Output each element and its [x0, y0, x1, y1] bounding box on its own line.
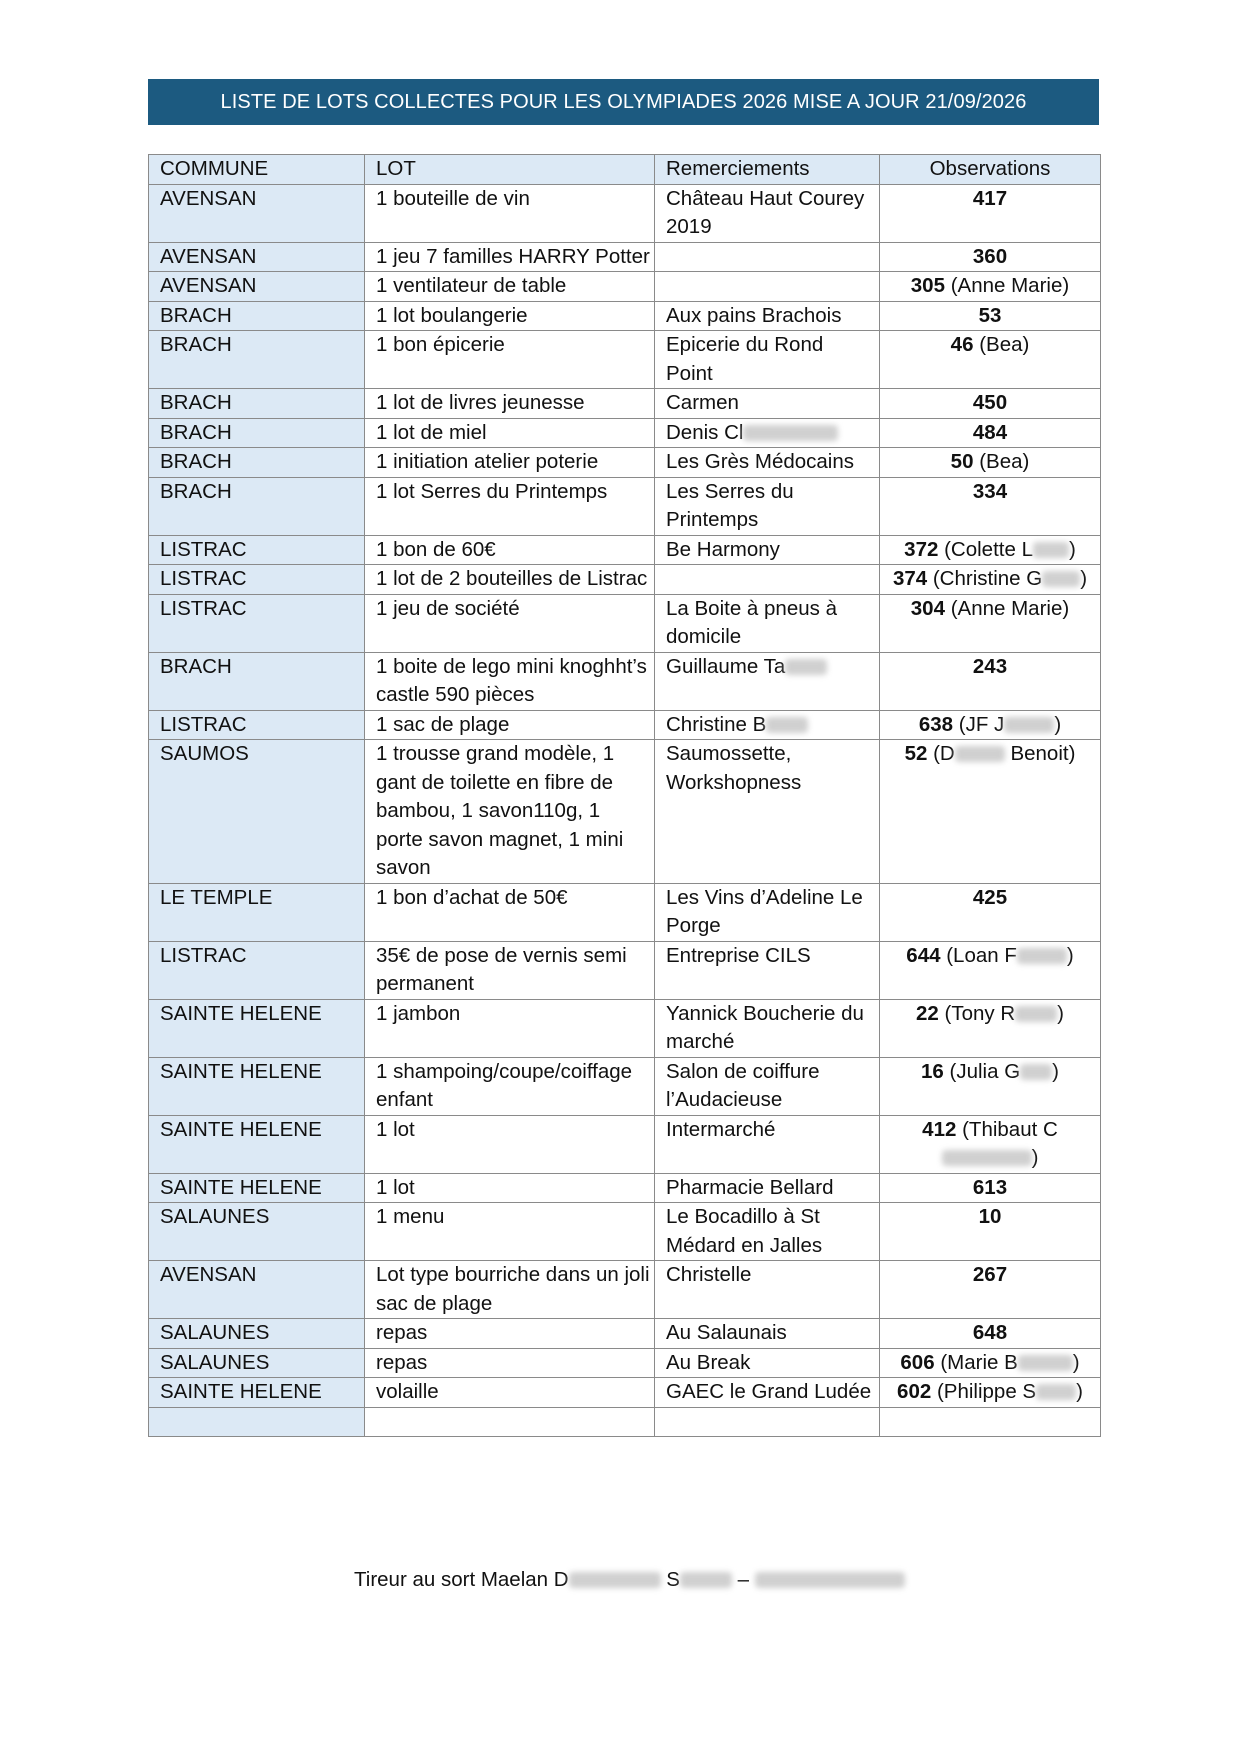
commune-text: BRACH — [160, 333, 232, 356]
cell-lot — [365, 1319, 655, 1349]
cell-commune — [149, 941, 365, 999]
cell-observations — [880, 1261, 1101, 1319]
remerciements-text: La Boite à pneus à domicile — [666, 596, 837, 648]
lot-text: 1 bon épicerie — [376, 333, 505, 356]
redacted-blur — [1004, 717, 1054, 733]
table-body — [149, 184, 1101, 1436]
cell-commune — [149, 448, 365, 478]
redacted-blur — [743, 425, 838, 441]
table-row — [149, 1115, 1101, 1173]
table-row — [149, 740, 1101, 884]
cell-observations — [880, 1115, 1101, 1173]
table-row — [149, 652, 1101, 710]
lot-text: 1 boite de lego mini knoghht’s castle 590 pièces — [376, 654, 647, 706]
cell-remerciements — [655, 1378, 880, 1408]
commune-text: SAINTE HELENE — [160, 1001, 322, 1025]
table-row — [149, 999, 1101, 1057]
cell-lot — [365, 418, 655, 448]
table-row — [149, 448, 1101, 478]
redacted-blur — [1018, 1355, 1073, 1371]
lot-text: 1 lot Serres du Printemps — [376, 479, 608, 503]
observation-number: 53 — [978, 303, 1002, 327]
cell-commune — [149, 1115, 365, 1173]
cell-lot — [365, 594, 655, 652]
commune-text: SAINTE HELENE — [160, 1117, 322, 1141]
footer-dash: – — [731, 1568, 755, 1591]
observation-number: 243 — [972, 654, 1008, 678]
lot-text: repas — [376, 1350, 428, 1374]
observation-text-end: ) — [1068, 537, 1076, 561]
cell-observations — [880, 389, 1101, 419]
footer-text-mid: S — [660, 1568, 680, 1591]
document-title-banner — [148, 79, 1099, 125]
cell-commune — [149, 652, 365, 710]
observation-text: (Thibaut C — [962, 1117, 1058, 1141]
cell-lot — [365, 1203, 655, 1261]
cell-observations — [880, 1057, 1101, 1115]
remerciements-text: Les Grès Médocains — [666, 450, 855, 473]
cell-observations — [880, 1319, 1101, 1349]
redacted-blur — [680, 1572, 732, 1588]
empty-cell — [149, 1407, 365, 1436]
cell-commune — [149, 1348, 365, 1378]
redacted-blur — [1042, 571, 1080, 587]
lot-text: 1 bon de 60€ — [376, 537, 496, 561]
table-row — [149, 389, 1101, 419]
observation-text: (Marie B — [940, 1350, 1018, 1374]
lot-text: 1 lot de miel — [376, 420, 487, 444]
cell-commune — [149, 301, 365, 331]
observation-number: 374 — [892, 567, 928, 590]
observation-text: (Christine G — [932, 567, 1043, 590]
commune-text: SAINTE HELENE — [160, 1175, 322, 1199]
cell-observations — [880, 883, 1101, 941]
redacted-blur — [766, 717, 808, 733]
cell-remerciements — [655, 184, 880, 242]
cell-remerciements — [655, 535, 880, 565]
commune-text: LISTRAC — [160, 567, 247, 590]
lot-text: 1 menu — [376, 1205, 445, 1228]
document-title: LISTE DE LOTS COLLECTES POUR LES OLYMPIADES 2026 MISE A JOUR 21/09/2026 — [220, 90, 1027, 113]
observation-number: 360 — [972, 244, 1008, 268]
cell-commune — [149, 184, 365, 242]
table-row — [149, 1348, 1101, 1378]
observation-number: 412 — [922, 1117, 957, 1141]
observation-number: 613 — [972, 1175, 1008, 1199]
observation-number: 22 — [916, 1001, 939, 1025]
empty-cell — [655, 1407, 880, 1436]
lot-text: 1 jambon — [376, 1001, 461, 1025]
remerciements-text: Denis Cl — [666, 420, 744, 444]
commune-text: LE TEMPLE — [160, 885, 273, 909]
table-row — [149, 941, 1101, 999]
observation-text-end: Benoit) — [1004, 742, 1076, 765]
cell-remerciements — [655, 242, 880, 272]
cell-remerciements — [655, 272, 880, 302]
observation-text: (Anne Marie) — [950, 274, 1070, 297]
observation-number: 417 — [972, 186, 1008, 210]
cell-remerciements — [655, 999, 880, 1057]
cell-remerciements — [655, 1173, 880, 1203]
cell-remerciements — [655, 1203, 880, 1261]
redacted-blur — [1015, 1006, 1057, 1022]
lot-text: 1 lot de 2 bouteilles de Listrac — [376, 567, 648, 590]
cell-commune — [149, 740, 365, 884]
observation-text-end: ) — [1031, 1146, 1039, 1169]
redacted-blur — [1020, 1064, 1052, 1080]
cell-observations — [880, 1173, 1101, 1203]
commune-text: LISTRAC — [160, 537, 247, 561]
table-row — [149, 301, 1101, 331]
cell-observations — [880, 242, 1101, 272]
table-row — [149, 710, 1101, 740]
cell-observations — [880, 477, 1101, 535]
observation-text: (D — [933, 742, 955, 765]
commune-text: BRACH — [160, 391, 232, 414]
observation-number: 16 — [921, 1059, 944, 1083]
cell-lot — [365, 184, 655, 242]
observation-text: (Julia G — [949, 1059, 1021, 1083]
redacted-blur — [1036, 1384, 1076, 1400]
remerciements-text: Château Haut Courey 2019 — [666, 186, 865, 238]
cell-lot — [365, 883, 655, 941]
observation-text: (Anne Marie) — [950, 596, 1070, 620]
observation-number: 52 — [904, 742, 928, 765]
remerciements-text: Intermarché — [666, 1117, 776, 1141]
redacted-blur — [785, 659, 827, 675]
cell-observations — [880, 565, 1101, 595]
header-commune: COMMUNE — [149, 155, 365, 185]
observation-text: (JF J — [958, 712, 1005, 736]
cell-commune — [149, 1057, 365, 1115]
cell-remerciements — [655, 1348, 880, 1378]
observation-number: 50 — [950, 450, 974, 473]
redacted-blur — [1017, 948, 1067, 964]
observation-text: (Bea) — [979, 333, 1030, 356]
cell-lot — [365, 1115, 655, 1173]
cell-remerciements — [655, 389, 880, 419]
cell-observations — [880, 652, 1101, 710]
cell-remerciements — [655, 594, 880, 652]
lot-text: 1 bouteille de vin — [376, 186, 530, 210]
observation-number: 304 — [910, 596, 945, 620]
table-row — [149, 184, 1101, 242]
empty-cell — [880, 1407, 1101, 1436]
observation-number: 10 — [978, 1205, 1002, 1228]
table-row — [149, 1173, 1101, 1203]
cell-commune — [149, 999, 365, 1057]
empty-row — [149, 1407, 1101, 1436]
remerciements-text: Le Bocadillo à St Médard en Jalles — [666, 1205, 823, 1257]
cell-commune — [149, 594, 365, 652]
lot-text: 1 initiation atelier poterie — [376, 450, 599, 473]
header-lot: LOT — [365, 155, 655, 185]
cell-lot — [365, 477, 655, 535]
cell-commune — [149, 1319, 365, 1349]
commune-text: LISTRAC — [160, 596, 247, 620]
cell-observations — [880, 740, 1101, 884]
observation-number: 638 — [918, 712, 954, 736]
cell-observations — [880, 301, 1101, 331]
commune-text: SALAUNES — [160, 1321, 270, 1344]
observation-number: 484 — [972, 420, 1008, 444]
cell-observations — [880, 272, 1101, 302]
cell-commune — [149, 389, 365, 419]
remerciements-text: Christelle — [666, 1263, 752, 1286]
table-row — [149, 1261, 1101, 1319]
cell-remerciements — [655, 652, 880, 710]
footer-text: Tireur au sort Maelan D — [354, 1568, 569, 1591]
cell-observations — [880, 594, 1101, 652]
cell-lot — [365, 242, 655, 272]
cell-remerciements — [655, 331, 880, 389]
observation-number: 450 — [972, 391, 1008, 414]
table-row — [149, 594, 1101, 652]
cell-remerciements — [655, 448, 880, 478]
cell-lot — [365, 652, 655, 710]
commune-text: BRACH — [160, 450, 232, 473]
cell-commune — [149, 272, 365, 302]
table-row — [149, 418, 1101, 448]
observation-text-end: ) — [1066, 943, 1074, 967]
lot-text: 1 shampoing/coupe/coiffage enfant — [376, 1059, 633, 1111]
cell-lot — [365, 565, 655, 595]
observation-number: 644 — [906, 943, 941, 967]
lot-text: 1 lot de livres jeunesse — [376, 391, 585, 414]
observation-text: (Loan F — [946, 943, 1017, 967]
commune-text: LISTRAC — [160, 943, 247, 967]
cell-commune — [149, 1378, 365, 1408]
cell-remerciements — [655, 1115, 880, 1173]
cell-remerciements — [655, 941, 880, 999]
table-row — [149, 1057, 1101, 1115]
cell-observations — [880, 418, 1101, 448]
lot-text: Lot type bourriche dans un joli sac de plage — [376, 1263, 650, 1315]
redacted-blur — [955, 746, 1005, 762]
observation-text-end: ) — [1076, 1380, 1083, 1403]
observation-number: 372 — [904, 537, 939, 561]
redacted-blur — [1033, 542, 1069, 558]
cell-remerciements — [655, 740, 880, 884]
cell-lot — [365, 301, 655, 331]
observation-text: (Philippe S — [936, 1380, 1037, 1403]
cell-commune — [149, 565, 365, 595]
observation-number: 648 — [972, 1321, 1008, 1344]
redacted-phone-blur — [755, 1572, 905, 1588]
observation-number: 606 — [900, 1350, 935, 1374]
cell-commune — [149, 883, 365, 941]
remerciements-text: Pharmacie Bellard — [666, 1175, 834, 1199]
cell-commune — [149, 1261, 365, 1319]
observation-number: 425 — [972, 885, 1008, 909]
cell-observations — [880, 331, 1101, 389]
table-row — [149, 565, 1101, 595]
commune-text: SAINTE HELENE — [160, 1380, 322, 1403]
lot-text: 1 jeu 7 familles HARRY Potter — [376, 244, 650, 268]
cell-observations — [880, 1203, 1101, 1261]
commune-text: BRACH — [160, 303, 232, 327]
lot-text: volaille — [376, 1380, 439, 1403]
cell-commune — [149, 1173, 365, 1203]
lots-table — [148, 154, 1101, 1437]
cell-observations — [880, 448, 1101, 478]
table-row — [149, 535, 1101, 565]
cell-commune — [149, 331, 365, 389]
commune-text: LISTRAC — [160, 712, 247, 736]
cell-observations — [880, 1348, 1101, 1378]
cell-observations — [880, 1378, 1101, 1408]
remerciements-text: Yannick Boucherie du marché — [666, 1001, 864, 1053]
cell-lot — [365, 448, 655, 478]
header-observations: Observations — [880, 155, 1101, 185]
lot-text: 1 ventilateur de table — [376, 274, 567, 297]
cell-lot — [365, 1057, 655, 1115]
remerciements-text: Saumossette, Workshopness — [666, 742, 802, 794]
table-row — [149, 883, 1101, 941]
redacted-blur — [942, 1150, 1032, 1166]
cell-lot — [365, 740, 655, 884]
cell-lot — [365, 1261, 655, 1319]
table-row — [149, 272, 1101, 302]
lot-text: 1 lot — [376, 1175, 415, 1199]
cell-commune — [149, 710, 365, 740]
empty-cell — [365, 1407, 655, 1436]
commune-text: SALAUNES — [160, 1205, 270, 1228]
observation-text: (Tony R — [944, 1001, 1016, 1025]
observation-text-end: ) — [1080, 567, 1088, 590]
remerciements-text: Carmen — [666, 391, 739, 414]
table-row — [149, 1378, 1101, 1408]
remerciements-text: Les Vins d’Adeline Le Porge — [666, 885, 863, 937]
cell-remerciements — [655, 418, 880, 448]
cell-observations — [880, 184, 1101, 242]
cell-commune — [149, 1203, 365, 1261]
cell-observations — [880, 999, 1101, 1057]
commune-text: AVENSAN — [160, 274, 257, 297]
cell-remerciements — [655, 1261, 880, 1319]
lot-text: 35€ de pose de vernis semi permanent — [376, 943, 627, 995]
lot-text: 1 bon d’achat de 50€ — [376, 885, 568, 909]
commune-text: SAINTE HELENE — [160, 1059, 322, 1083]
cell-remerciements — [655, 301, 880, 331]
cell-remerciements — [655, 1057, 880, 1115]
cell-lot — [365, 1348, 655, 1378]
table-header-row — [149, 155, 1101, 185]
observation-text-end: ) — [1072, 1350, 1080, 1374]
table-row — [149, 331, 1101, 389]
table-row — [149, 242, 1101, 272]
cell-lot — [365, 941, 655, 999]
table-row — [149, 477, 1101, 535]
commune-text: BRACH — [160, 479, 232, 503]
cell-lot — [365, 710, 655, 740]
observation-text-end: ) — [1054, 712, 1062, 736]
commune-text: SAUMOS — [160, 742, 249, 765]
observation-number: 305 — [910, 274, 945, 297]
cell-lot — [365, 1173, 655, 1203]
remerciements-text: Christine B — [666, 712, 767, 736]
observation-number: 334 — [972, 479, 1008, 503]
observation-number: 602 — [897, 1380, 932, 1403]
commune-text: AVENSAN — [160, 244, 257, 268]
lot-text: 1 trousse grand modèle, 1 gant de toilette en fibre de bambou, 1 savon110g, 1 porte savon magnet, 1 mini savon — [376, 742, 624, 879]
cell-lot — [365, 389, 655, 419]
commune-text: AVENSAN — [160, 186, 257, 210]
lot-text: 1 jeu de société — [376, 596, 520, 620]
cell-remerciements — [655, 477, 880, 535]
observation-text: (Colette L — [944, 537, 1033, 561]
commune-text: SALAUNES — [160, 1350, 270, 1374]
cell-commune — [149, 477, 365, 535]
cell-remerciements — [655, 710, 880, 740]
cell-observations — [880, 710, 1101, 740]
remerciements-text: GAEC le Grand Ludée — [666, 1380, 872, 1403]
remerciements-text: Au Break — [666, 1350, 751, 1374]
cell-remerciements — [655, 1319, 880, 1349]
redacted-blur — [569, 1572, 661, 1588]
lot-text: 1 sac de plage — [376, 712, 510, 736]
lot-text: 1 lot boulangerie — [376, 303, 528, 327]
table-row — [149, 1319, 1101, 1349]
cell-observations — [880, 535, 1101, 565]
table-row — [149, 1203, 1101, 1261]
cell-commune — [149, 418, 365, 448]
remerciements-text: Epicerie du Rond Point — [666, 333, 824, 385]
remerciements-text: Au Salaunais — [666, 1321, 787, 1344]
remerciements-text: Be Harmony — [666, 537, 780, 561]
observation-text-end: ) — [1057, 1001, 1064, 1025]
commune-text: AVENSAN — [160, 1263, 257, 1286]
commune-text: BRACH — [160, 420, 232, 444]
cell-observations — [880, 941, 1101, 999]
remerciements-text: Aux pains Brachois — [666, 303, 842, 327]
remerciements-text: Les Serres du Printemps — [666, 479, 794, 531]
footer-line — [354, 1566, 905, 1594]
cell-lot — [365, 999, 655, 1057]
cell-lot — [365, 331, 655, 389]
cell-lot — [365, 535, 655, 565]
cell-commune — [149, 535, 365, 565]
observation-text: (Bea) — [979, 450, 1030, 473]
cell-commune — [149, 242, 365, 272]
observation-number: 267 — [972, 1263, 1008, 1286]
cell-lot — [365, 1378, 655, 1408]
cell-lot — [365, 272, 655, 302]
cell-remerciements — [655, 565, 880, 595]
observation-number: 46 — [950, 333, 974, 356]
cell-remerciements — [655, 883, 880, 941]
remerciements-text: Entreprise CILS — [666, 943, 811, 967]
lot-text: repas — [376, 1321, 428, 1344]
lot-text: 1 lot — [376, 1117, 415, 1141]
observation-text-end: ) — [1052, 1059, 1059, 1083]
header-remerciements: Remerciements — [655, 155, 880, 185]
remerciements-text: Guillaume Ta — [666, 654, 786, 678]
commune-text: BRACH — [160, 654, 232, 678]
remerciements-text: Salon de coiffure l’Audacieuse — [666, 1059, 820, 1111]
